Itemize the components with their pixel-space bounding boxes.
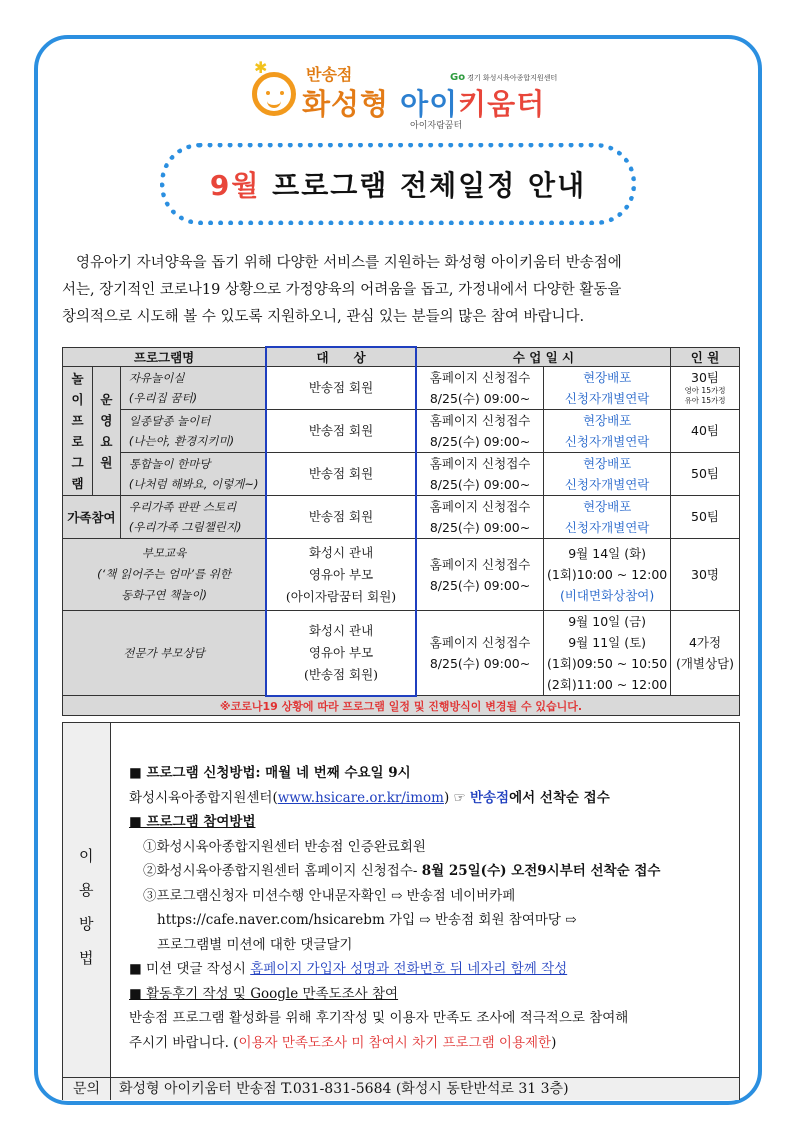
count-cell: 4가정 (개별상담) [671, 611, 740, 696]
participation-heading: ■ 프로그램 참여방법 [129, 814, 256, 830]
usage-label: 이 용 방 법 [63, 723, 111, 1077]
count-cell: 30팀 영아 15가정 유아 15가정 [671, 367, 740, 410]
header-schedule: 수 업 일 시 [416, 347, 671, 367]
category-play: 놀 이 프 로 그 램 [63, 367, 93, 496]
logo-branch: 반송점 [306, 65, 353, 84]
category-family: 가족참여 [63, 496, 121, 539]
participation-step-2: ②화성시육아종합지원센터 홈페이지 신청접수- 8월 25일(수) 오전9시부터 선착순 접수 [143, 863, 661, 879]
table-note-row [63, 696, 740, 716]
registration-cell: 홈페이지 신청접수 8/25(수) 09:00~ [416, 496, 544, 539]
apply-method-heading: ■ 프로그램 신청방법: 매월 네 번째 수요일 9시 [129, 765, 411, 781]
registration-cell: 홈페이지 신청접수 8/25(수) 09:00~ [416, 611, 544, 696]
count-cell: 40팀 [671, 410, 740, 453]
review-heading: ■ 활동후기 작성 및 Google 만족도조사 참여 [129, 985, 399, 1002]
registration-cell: 홈페이지 신청접수 8/25(수) 09:00~ [416, 367, 544, 410]
target-cell: 반송점 회원 [266, 496, 416, 539]
logo [252, 58, 558, 134]
header-program: 프로그램명 [63, 347, 267, 367]
mission-comment-line: ■ 미션 댓글 작성시 홈페이지 가입자 성명과 전화번호 뒤 네자리 함께 작성 [129, 961, 568, 977]
apply-method-line: 화성시육아종합지원센터(www.hsicare.or.kr/imom) ☞ 반송점에서 선착순 접수 [129, 789, 610, 806]
intro-line: 서는, 장기적인 코로나19 상황으로 가정양육의 어려움을 돕고, 가정내에서 다양한 활동을 [62, 282, 622, 298]
target-cell: 반송점 회원 [266, 410, 416, 453]
logo-name: 화성형 아이키움터 [302, 87, 546, 121]
program-name: 우리가족 판판 스토리 (우리가족 그림챌린지) [120, 496, 266, 539]
table-row [63, 539, 740, 611]
participation-step-3: ③프로그램신청자 미션수행 안내문자확인 ⇨ 반송점 네이버카페 [143, 887, 516, 904]
table-header-row [63, 347, 740, 367]
org-mark-icon: Go [450, 72, 466, 83]
contact-row [63, 1077, 739, 1100]
category-operate: 운 영 요 원 [92, 367, 120, 496]
header-target: 대 상 [266, 347, 416, 367]
intro-line: 창의적으로 시도해 볼 수 있도록 지원하오니, 관심 있는 분들의 많은 참여 바랍니다. [62, 309, 585, 325]
count-cell: 30명 [671, 539, 740, 611]
schedule-table [62, 346, 740, 716]
review-line-2: 주시기 바랍니다. (이용자 만족도조사 미 참여시 차기 프로그램 이용제한) [129, 1034, 557, 1051]
star-icon: ✱ [254, 58, 268, 77]
contact-label: 문의 [63, 1078, 111, 1100]
distribution-cell: 현장배포 신청자개별연락 [544, 453, 671, 496]
program-name-parent-edu: 부모교육 (‘책 읽어주는 엄마’를 위한 동화구연 책놀이) [63, 539, 267, 611]
table-row [63, 611, 740, 696]
contact-text: 화성형 아이키움터 반송점 T.031-831-5684 (화성시 동탄반석로 31 3층) [119, 1081, 569, 1097]
count-cell: 50팀 [671, 453, 740, 496]
registration-cell: 홈페이지 신청접수 8/25(수) 09:00~ [416, 453, 544, 496]
review-line: 반송점 프로그램 활성화를 위해 후기작성 및 이용자 만족도 조사에 적극적으로 참여해 [129, 1010, 629, 1026]
program-name: 일종달종 놀이터 (나는야, 환경지키미) [120, 410, 266, 453]
target-cell: 화성시 관내 영유아 부모 (아이자람꿈터 회원) [266, 539, 416, 611]
org-logo: Go 경기 화성시육아종합지원센터 [450, 72, 558, 83]
hsicare-link[interactable]: www.hsicare.or.kr/imom [277, 789, 444, 806]
comment-line: 프로그램별 미션에 대한 댓글달기 [157, 936, 353, 953]
page-title: 9월 프로그램 전체일정 안내 [209, 169, 587, 202]
count-cell: 50팀 [671, 496, 740, 539]
title-box [160, 143, 636, 225]
distribution-cell: 현장배포 신청자개별연락 [544, 496, 671, 539]
date-cell: 9월 10일 (금) 9월 11일 (토) (1회)09:50 ~ 10:50 (2회)11:00 ~ 12:00 [544, 611, 671, 696]
program-name: 통합놀이 한마당 (나처럼 해봐요, 이렇게~) [120, 453, 266, 496]
table-note: ※코로나19 상황에 따라 프로그램 일정 및 진행방식이 변경될 수 있습니다. [63, 696, 740, 716]
table-row [63, 496, 740, 539]
program-name: 자유놀이실 (우리집 꿈터) [120, 367, 266, 410]
distribution-cell: 현장배포 신청자개별연락 [544, 410, 671, 453]
cafe-link-line[interactable]: https://cafe.naver.com/hsicarebm 가입 ⇨ 반송점 회원 참여마당 ⇨ [157, 912, 577, 928]
target-cell: 화성시 관내 영유아 부모 (반송점 회원) [266, 611, 416, 696]
header-count: 인 원 [671, 347, 740, 367]
intro-line: 영유아기 자녀양육을 돕기 위해 다양한 서비스를 지원하는 화성형 아이키움터 반송점에 [76, 255, 622, 271]
table-row [63, 367, 740, 410]
intro-paragraph [62, 250, 738, 331]
table-row [63, 453, 740, 496]
smiley-face-icon [252, 72, 296, 116]
target-cell: 반송점 회원 [266, 453, 416, 496]
table-row [63, 410, 740, 453]
program-name-consult: 전문가 부모상담 [63, 611, 267, 696]
registration-cell: 홈페이지 신청접수 8/25(수) 09:00~ [416, 539, 544, 611]
logo-subtitle: 아이자람꿈터 [410, 121, 463, 131]
usage-content [129, 761, 729, 1055]
date-cell: 9월 14일 (화) (1회)10:00 ~ 12:00 (비대면화상참여) [544, 539, 671, 611]
distribution-cell: 현장배포 신청자개별연락 [544, 367, 671, 410]
usage-section [62, 722, 740, 1100]
target-cell: 반송점 회원 [266, 367, 416, 410]
registration-cell: 홈페이지 신청접수 8/25(수) 09:00~ [416, 410, 544, 453]
participation-step-1: ①화성시육아종합지원센터 반송점 인증완료회원 [143, 838, 426, 855]
